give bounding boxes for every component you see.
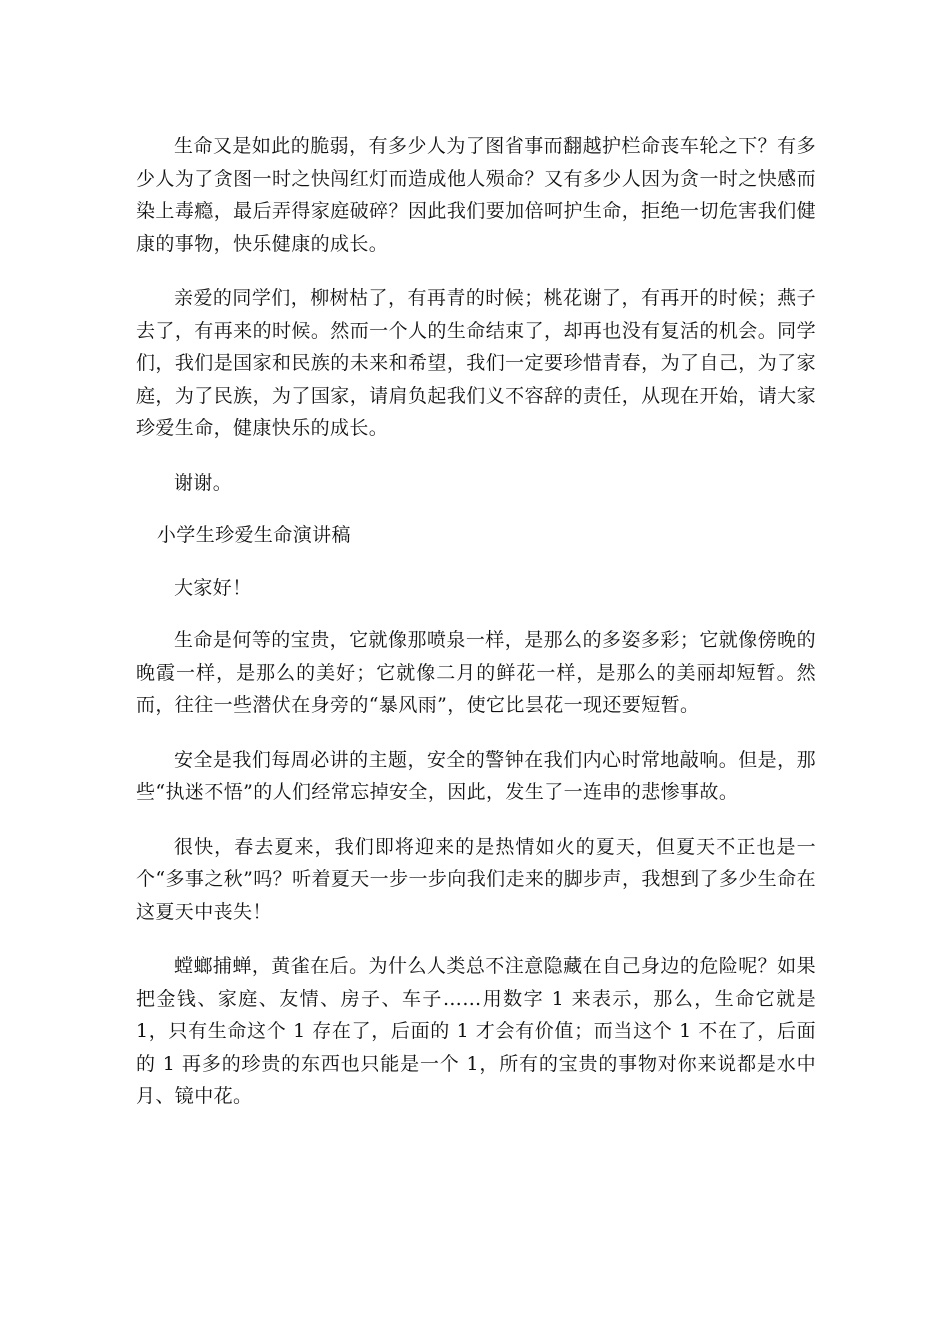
paragraph-mantis: 螳螂捕蝉，黄雀在后。为什么人类总不注意隐藏在自己身边的危险呢？如果把金钱、家庭、友情、房子、车子……用数字 1 来表示，那么，生命它就是 1，只有生命这个 1 存在了，后面的 1 才会有价值；而当这个 1 不在了，后面的 1 再多的珍贵的东西也只能是一个 1，所有的宝贵的事物对你来说都是水中月、镜中花。 — [136, 955, 816, 1107]
paragraph-summer: 很快，春去夏来，我们即将迎来的是热情如火的夏天，但夏天不正也是一个“多事之秋”吗？听着夏天一步一步向我们走来的脚步声，我想到了多少生命在这夏天中丧失！ — [136, 835, 816, 923]
greeting: 大家好！ — [174, 576, 252, 599]
paragraph-life-precious: 生命是何等的宝贵，它就像那喷泉一样，是那么的多姿多彩；它就像傍晚的晚霞一样，是那么的美好；它就像二月的鲜花一样，是那么的美丽却短暂。然而，往往一些潜伏在身旁的“暴风雨”，使它比昙花一现还要短暂。 — [136, 629, 816, 716]
paragraph-safety: 安全是我们每周必讲的主题，安全的警钟在我们内心时常地敲响。但是，那些“执迷不悟”的人们经常忘掉安全，因此，发生了一连串的悲惨事故。 — [136, 748, 816, 803]
document-body — [136, 130, 816, 1135]
paragraph-thanks: 谢谢。 — [174, 471, 233, 494]
paragraph-fragility: 生命又是如此的脆弱，有多少人为了图省事而翻越护栏命丧车轮之下？有多少人为了贪图一时之快闯红灯而造成他人殒命？又有多少人因为贪一时之快感而染上毒瘾，最后弄得家庭破碎？因此我们要加倍呵护生命，拒绝一切危害我们健康的事物，快乐健康的成长。 — [136, 135, 816, 255]
section-title: 小学生珍爱生命演讲稿 — [156, 524, 351, 546]
paragraph-dear-students: 亲爱的同学们，柳树枯了，有再青的时候；桃花谢了，有再开的时候；燕子去了，有再来的时候。然而一个人的生命结束了，却再也没有复活的机会。同学们，我们是国家和民族的未来和希望，我们一定要珍惜青春，为了自己，为了家庭，为了民族，为了国家，请肩负起我们义不容辞的责任，从现在开始，请大家珍爱生命，健康快乐的成长。 — [136, 287, 816, 439]
